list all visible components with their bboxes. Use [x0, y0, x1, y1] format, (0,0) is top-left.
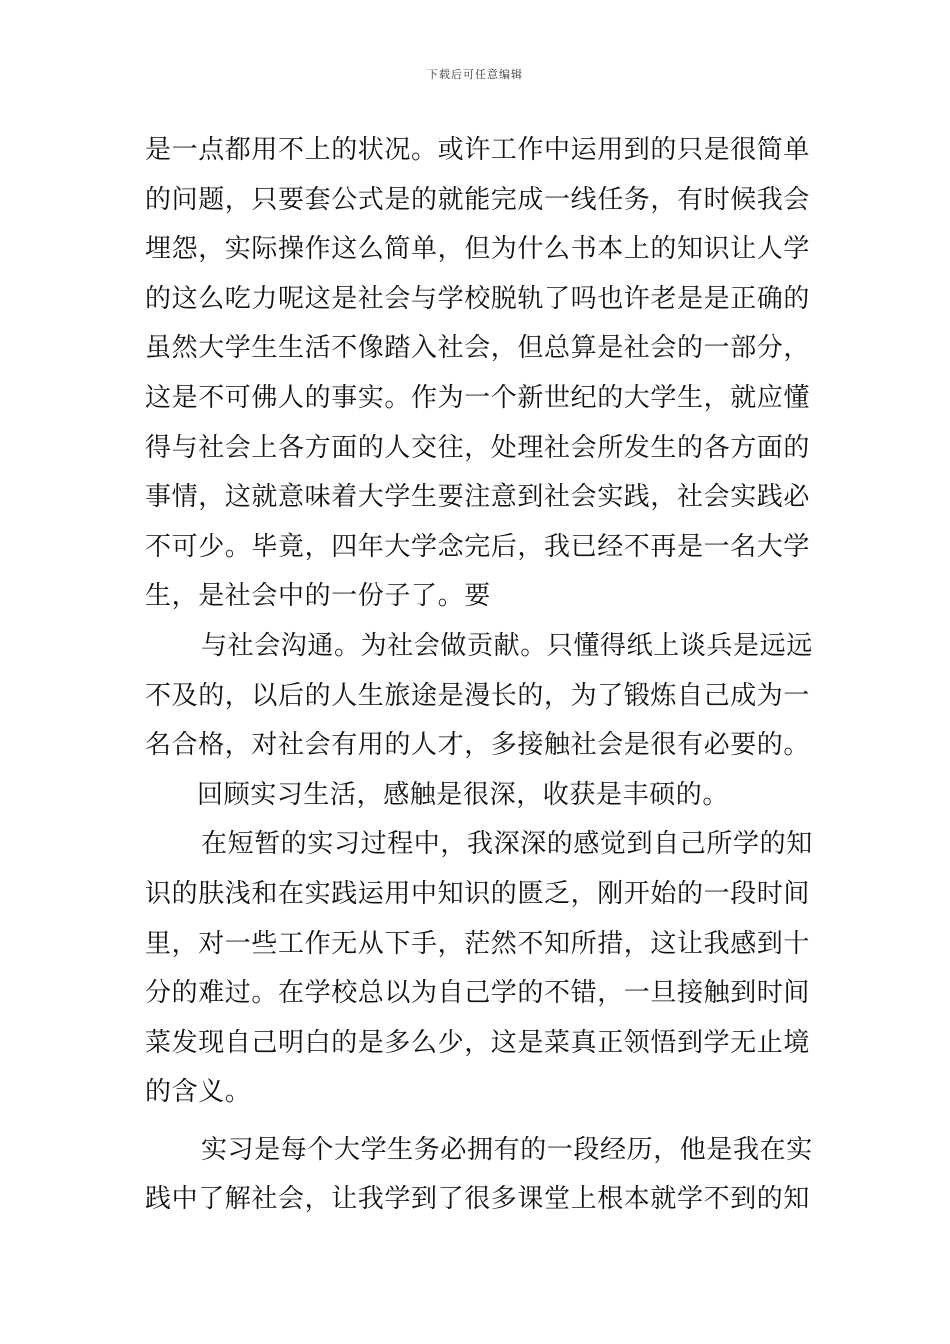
- text-line: 与社会沟通。为社会做贡献。只懂得纸上谈兵是远远: [201, 630, 813, 661]
- text-line: 名合格，对社会有用的人才，多接触社会是很有必要的。: [145, 730, 811, 761]
- text-line: 不可少。毕竟，四年大学念完后，我已经不再是一名大学: [145, 531, 811, 562]
- text-line: 事情，这就意味着大学生要注意到社会实践，社会实践必: [145, 482, 811, 513]
- text-line: 的含义。: [145, 1077, 252, 1108]
- text-line: 践中了解社会，让我学到了很多课堂上根本就学不到的知: [145, 1184, 811, 1215]
- text-line: 得与社会上各方面的人交往，处理社会所发生的各方面的: [145, 432, 811, 463]
- text-line: 分的难过。在学校总以为自己学的不错，一旦接触到时间: [145, 978, 811, 1009]
- text-line: 生，是社会中的一份子了。要: [145, 581, 491, 612]
- text-line: 这是不可佛人的事实。作为一个新世纪的大学生，就应懂: [145, 382, 811, 413]
- text-line: 的这么吃力呢这是社会与学校脱轨了吗也许老是是正确的: [145, 283, 811, 314]
- text-line: 回顾实习生活，感触是很深，收获是丰硕的。: [197, 779, 730, 810]
- text-line: 的问题，只要套公式是的就能完成一线任务，有时候我会: [145, 184, 811, 215]
- text-line: 菜发现自己明白的是多么少，这是菜真正领悟到学无止境: [145, 1027, 811, 1058]
- text-line: 在短暂的实习过程中，我深深的感觉到自己所学的知: [201, 829, 813, 860]
- page-header-note: 下载后可任意编辑: [427, 68, 523, 81]
- text-line: 是一点都用不上的状况。或许工作中运用到的只是很简单: [145, 135, 811, 165]
- text-line: 实习是每个大学生务必拥有的一段经历，他是我在实: [201, 1134, 813, 1165]
- text-line: 不及的，以后的人生旅途是漫长的，为了锻炼自己成为一: [145, 680, 811, 711]
- document-body: [145, 126, 813, 1225]
- text-line: 里，对一些工作无从下手，茫然不知所措，这让我感到十: [145, 928, 811, 959]
- text-line: 识的肤浅和在实践运用中知识的匮乏，刚开始的一段时间: [145, 878, 811, 909]
- text-line: 虽然大学生生活不像踏入社会，但总算是社会的一部分，: [145, 333, 811, 364]
- text-line: 埋怨，实际操作这么简单，但为什么书本上的知识让人学: [145, 234, 811, 265]
- paragraph-gap: [145, 1118, 807, 1126]
